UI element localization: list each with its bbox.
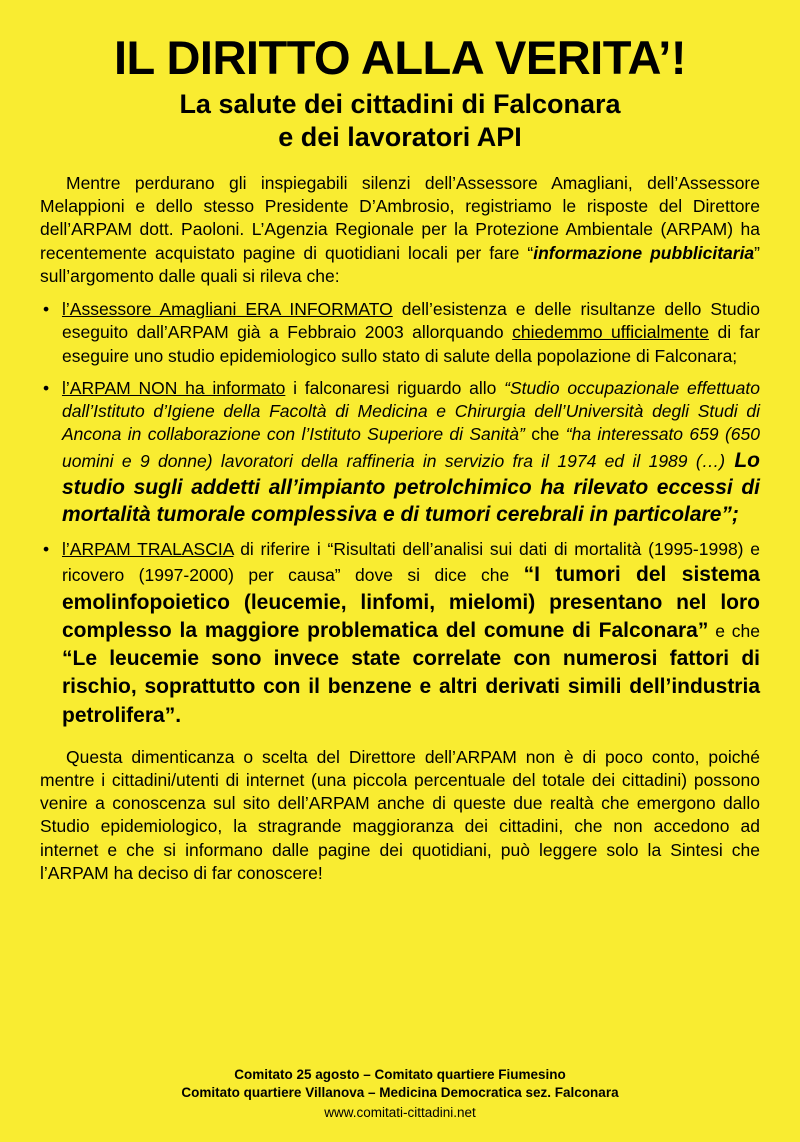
claim-3-text-1: di riferire i “Risultati dell’analisi sui dati di mortalità (1995-1998) e ricovero (1997-2000) per causa” dove si dice che [62,538,760,585]
intro-text-2: ” sull’argomento dalle quali si rileva che: [40,242,760,286]
subtitle-line-1: La salute dei cittadini di Falconara [179,88,621,119]
claim-2-italic-2: “ha interessato 659 (650 uomini e 9 donne) lavoratori della raffineria in servizio fra il 1974 ed il 1989 (…) [62,424,760,471]
claim-1-underline-2: chiedemmo ufficialmente [512,322,709,343]
claim-2-underline-1: l’ARPAM NON ha informato [62,377,286,398]
footer-line-2: Comitato quartiere Villanova – Medicina Democratica sez. Falconara [181,1085,619,1101]
intro-emphasis: informazione pubblicitaria [533,242,755,263]
page-title: IL DIRITTO ALLA VERITA’! [113,31,686,84]
subtitle-line-2: e dei lavoratori API [278,121,522,152]
claims-list [40,298,760,730]
bullet-icon: • [43,299,50,320]
list-item [40,298,760,368]
list-item [40,538,760,730]
claim-2-italic-1: “Studio occupazionale effettuato dall’Istituto d’Igiene della Facoltà di Medicina e Chirurgia dell’Università degli Studi di Ancona in collaborazione con l’Istituto Superiore di Sanità” [62,377,760,445]
claim-1-text-2: di far eseguire uno studio epidemiologico sullo stato di salute della popolazione di Falconara; [62,322,760,366]
footer-line-1: Comitato 25 agosto – Comitato quartiere Fiumesino [234,1066,566,1082]
claim-2-emphasis: Lo studio sugli addetti all’impianto petrolchimico ha rilevato eccessi di mortalità tumorale complessiva e di tumori cerebrali in particolare”; [62,448,760,527]
list-item [40,377,760,529]
footer [0,1066,800,1124]
page-subtitle [40,88,760,154]
claim-3-mid-text: e che [708,621,760,642]
claim-3-emphasis-1: “I tumori del sistema emolinfopoietico (leucemie, linfomi, mielomi) presentano nel loro complesso la maggiore problematica del comune di Falconara” [62,562,760,643]
closing-paragraph: Questa dimenticanza o scelta del Direttore dell’ARPAM non è di poco conto, poiché mentre i cittadini/utenti di internet (una piccola percentuale del totale dei cittadini) possono venire a conoscenza sul sito dell’ARPAM anche di queste due realtà che emergono dallo Studio epidemiologico, la stragrande maggioranza dei cittadini, che non accedono ad internet e che si informano dalle pagine dei quotidiani, può leggere solo la Sintesi che l’ARPAM ha deciso di far conoscere! [40,746,760,883]
claim-3-underline-1: l’ARPAM TRALASCIA [62,538,234,559]
claim-3-emphasis-2: “Le leucemie sono invece state correlate con numerosi fattori di rischio, soprattutto con il benzene e altri derivati simili dell’industria petrolifera”. [62,647,760,727]
intro-paragraph [40,172,760,288]
claim-1-text-1: dell’esistenza e delle risultanze dello Studio eseguito dall’ARPAM già a Febbraio 2003 allorquando [62,299,760,343]
bullet-icon: • [43,377,50,398]
footer-website: www.comitati-cittadini.net [324,1105,476,1121]
bullet-icon: • [43,538,50,559]
claim-2-text-2: che [524,424,566,445]
intro-text-1: Mentre perdurano gli inspiegabili silenzi dell’Assessore Amagliani, dell’Assessore Melappioni e dello stesso Presidente D’Ambrosio, registriamo le risposte del Direttore dell’ARPAM dott. Paoloni. L’Agenzia Regionale per la Protezione Ambientale (ARPAM) ha recentemente acquistato pagine di quotidiani locali per fare “ [40,172,760,263]
claim-1-underline-1: l’Assessore Amagliani ERA INFORMATO [62,299,393,320]
claim-2-text-1: i falconaresi riguardo allo [285,377,505,398]
